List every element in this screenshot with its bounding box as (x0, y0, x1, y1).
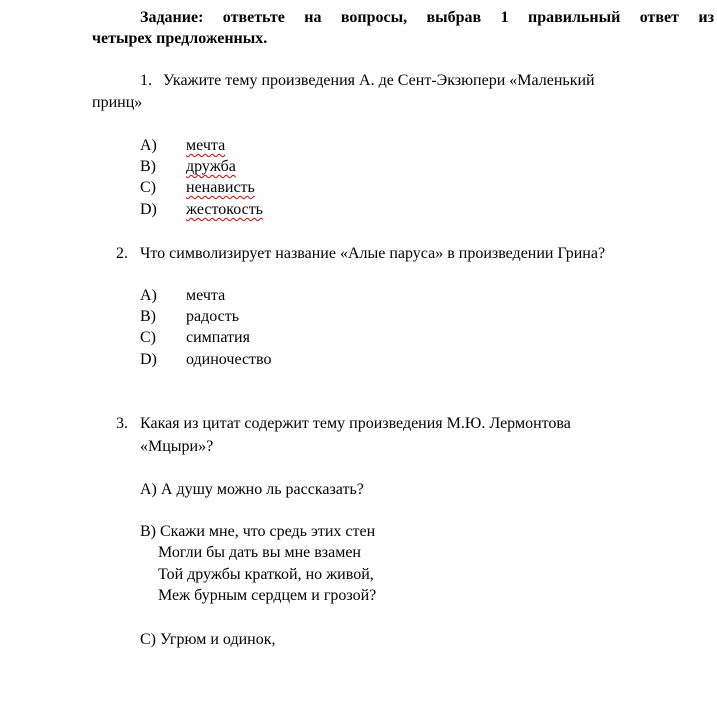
question-3-text: Какая из цитат содержит тему произведения М.Ю. Лермонтова (140, 415, 571, 432)
q2-option-c-letter: C) (140, 329, 156, 346)
q3-option-b-line-3: Той дружбы краткой, но живой, (158, 566, 374, 583)
q1-option-d-text: жестокость (186, 201, 263, 218)
q2-option-b-letter: B) (140, 308, 156, 325)
q1-option-a-letter: A) (140, 137, 157, 154)
q1-option-a-text: мечта (186, 137, 226, 154)
q3-option-a: A) А душу можно ль рассказать? (140, 481, 364, 498)
q2-option-d-text: одиночество (186, 351, 272, 368)
q3-option-b-line-1: B) Скажи мне, что средь этих стен (140, 523, 376, 540)
task-instruction-line-2: четырех предложенных. (92, 30, 268, 47)
question-3-number: 3. (116, 415, 128, 432)
q2-option-c-text: симпатия (186, 329, 250, 346)
q1-option-b-letter: B) (140, 158, 156, 175)
task-instruction-line-1: Задание: ответьте на вопросы, выбрав 1 правильный ответ из (140, 9, 714, 26)
q2-option-a-letter: A) (140, 287, 157, 304)
q1-option-d-letter: D) (140, 201, 157, 218)
question-1-text: Укажите тему произведения А. де Сент-Экзюпери «Маленький (163, 72, 595, 89)
question-1-number: 1. (140, 72, 152, 89)
question-1-text-continued: принц» (92, 94, 143, 111)
question-3-text-continued: «Мцыри»? (140, 438, 214, 455)
q2-option-b-text: радость (186, 308, 240, 325)
question-2-number: 2. (116, 245, 128, 262)
q1-option-b-text: дружба (186, 158, 236, 175)
q2-option-a-text: мечта (186, 287, 226, 304)
q1-option-c-letter: C) (140, 179, 156, 196)
q3-option-b-line-4: Меж бурным сердцем и грозой? (158, 587, 377, 604)
q2-option-d-letter: D) (140, 351, 157, 368)
q1-option-c-text: ненависть (186, 179, 255, 196)
question-2-text: Что символизирует название «Алые паруса» в произведении Грина? (140, 245, 606, 262)
q3-option-c: C) Угрюм и одинок, (140, 631, 276, 648)
q3-option-b-line-2: Могли бы дать вы мне взамен (158, 544, 361, 561)
